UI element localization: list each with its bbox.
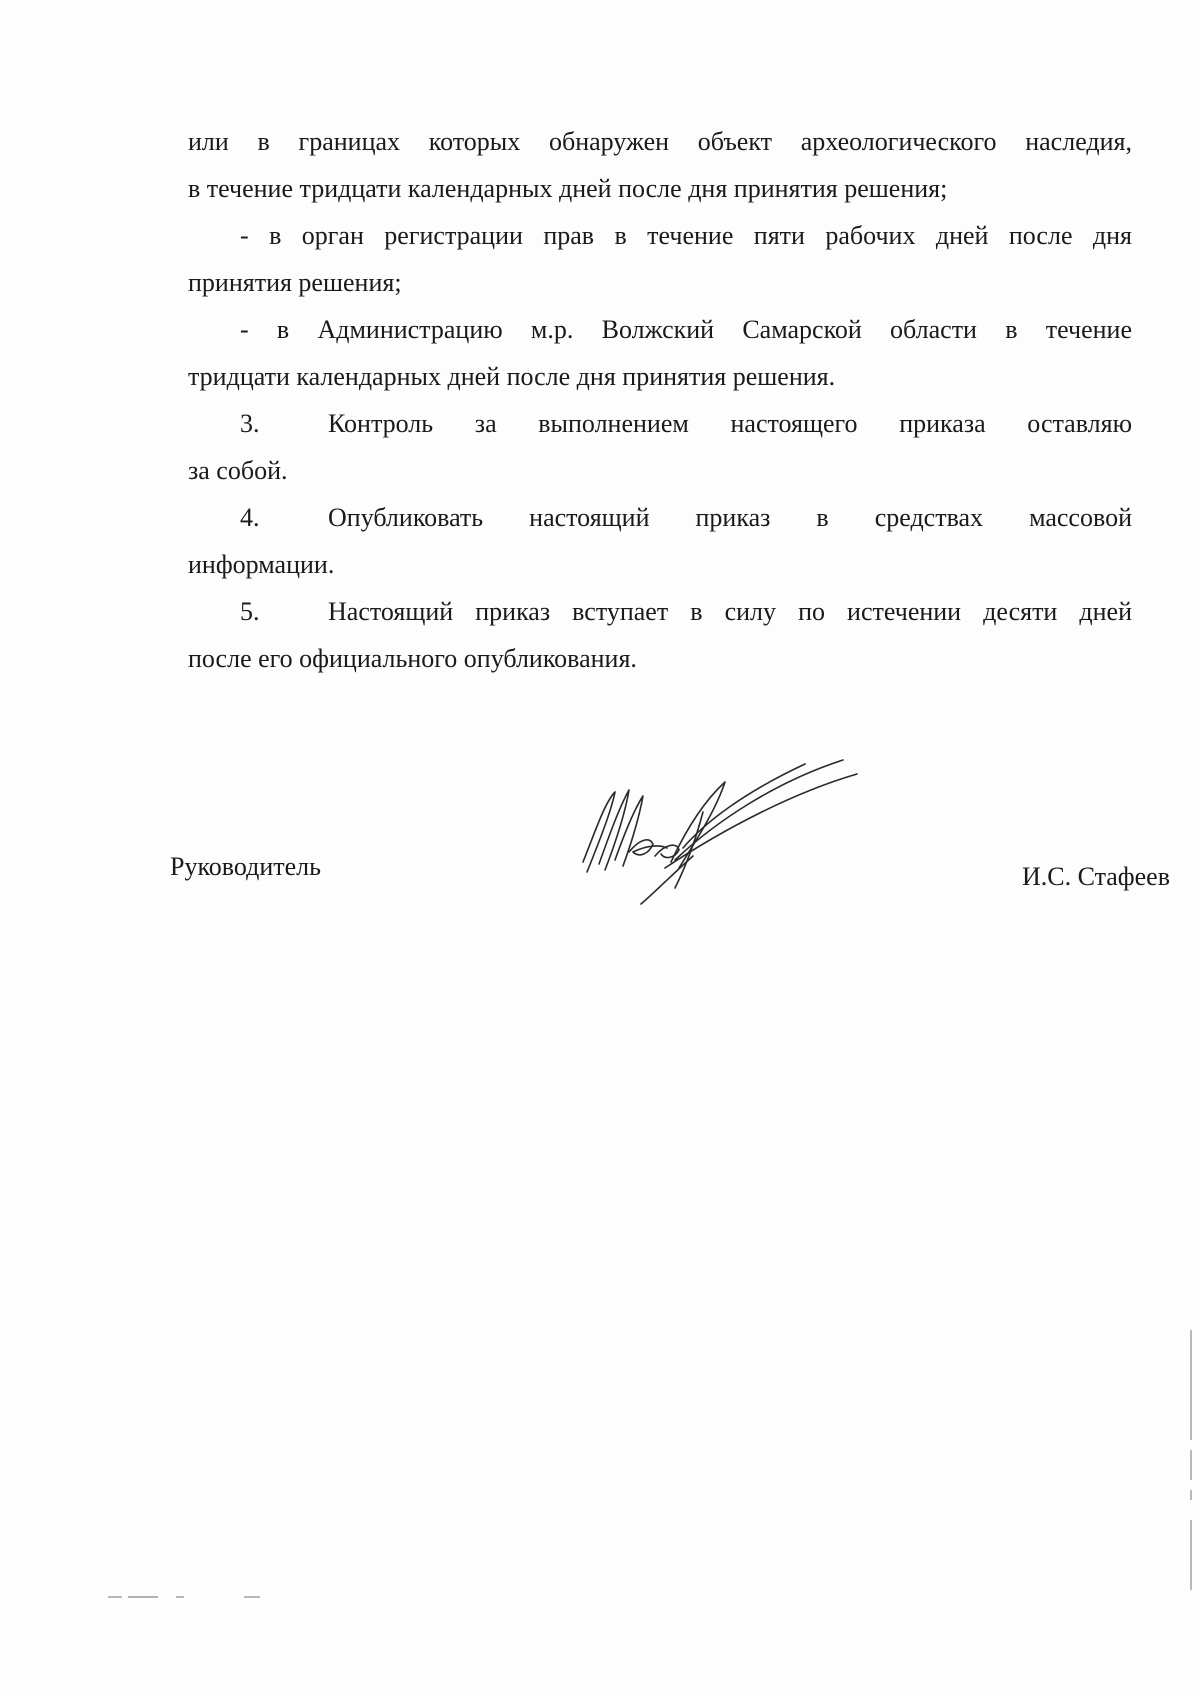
document-body [188,118,1132,682]
text-line: после его официального опубликования. [188,644,637,673]
paragraph-administration [188,306,1132,400]
text-line: информации. [188,550,335,579]
text-line: тридцати календарных дней после дня принятия решения. [188,362,836,391]
signatory-name: И.С. Стафеев [1021,862,1170,891]
signature-block [170,840,1170,920]
text-line: принятия решения; [188,268,402,297]
text-line: или в границах которых обнаружен объект археологического наследия, [188,127,1132,156]
item-number: 4. [240,503,260,532]
text-line: - в орган регистрации прав в течение пяти рабочих дней после дня [240,221,1132,250]
signatory-title: Руководитель [170,852,321,881]
numbered-item-5 [188,588,1132,682]
scan-edge-marks [1188,1330,1194,1590]
text-line: - в Администрацию м.р. Волжский Самарской области в течение [240,315,1132,344]
item-number: 5. [240,597,260,626]
scan-artifact-dashes [108,1594,268,1600]
paragraph-continuation [188,118,1132,212]
paragraph-registration-body [188,212,1132,306]
item-number: 3. [240,409,260,438]
text-line: Настоящий приказ вступает в силу по истечении десяти дней [328,597,1132,626]
numbered-item-4 [188,494,1132,588]
text-line: Опубликовать настоящий приказ в средствах массовой [328,503,1132,532]
numbered-item-3 [188,400,1132,494]
text-line: в течение тридцати календарных дней после дня принятия решения; [188,174,948,203]
text-line: Контроль за выполнением настоящего приказа оставляю [328,409,1132,438]
text-line: за собой. [188,456,288,485]
